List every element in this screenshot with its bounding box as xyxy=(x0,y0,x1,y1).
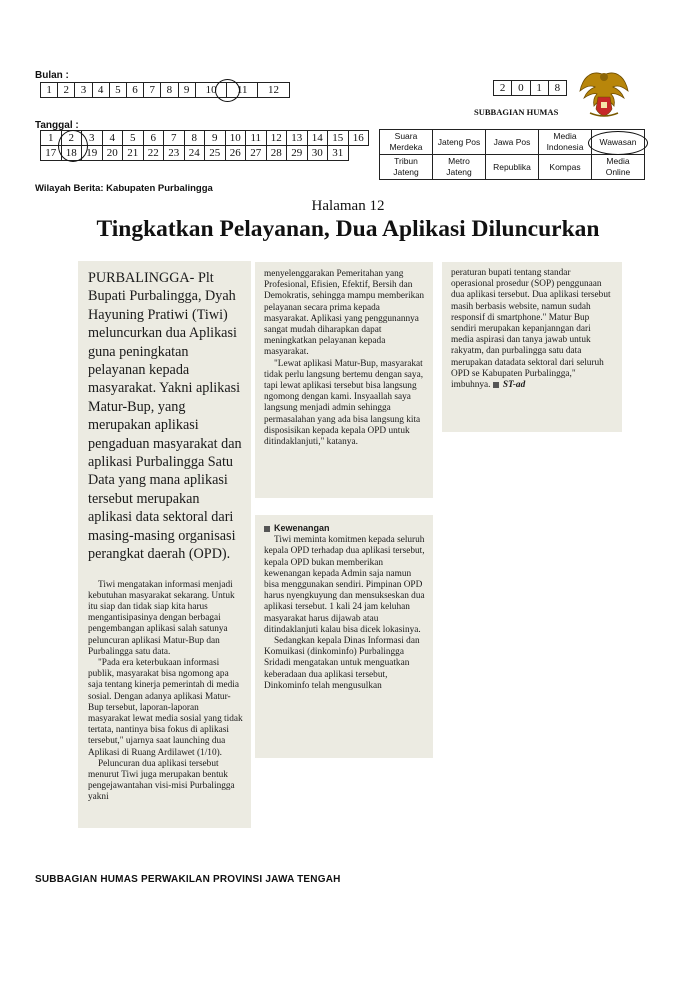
article-paragraph: "Lewat aplikasi Matur-Bup, masyarakat tidak perlu langsung bertemu dengan saya, tapi lewat aplikasi tersebut bisa langsung ngomong dengan kami. Insyaallah saya langsung menjadi admin sehingga permasalahan yang ada bisa langsung kita disposisikan kepada kepala OPD untuk ditindaklanjuti," katanya. xyxy=(264,358,424,448)
date-cell: 20 xyxy=(102,146,123,161)
media-cell: Jawa Pos xyxy=(486,130,539,155)
date-cell: 6 xyxy=(143,131,164,146)
date-cell: 17 xyxy=(41,146,62,161)
date-cell: 10 xyxy=(225,131,246,146)
month-cell: 2 xyxy=(58,83,75,98)
author-sign: ST-ad xyxy=(502,380,526,391)
article-paragraph: Peluncuran dua aplikasi tersebut menurut Tiwi juga merupakan bentuk pengejawantahan visi-misi Purbalingga yakni xyxy=(88,758,235,803)
media-cell: Media Online xyxy=(592,155,645,180)
month-grid xyxy=(40,82,290,98)
date-cell: 27 xyxy=(246,146,267,161)
month-cell: 12 xyxy=(258,83,290,98)
date-cell: 1 xyxy=(41,131,62,146)
media-cell: Republika xyxy=(486,155,539,180)
media-cell: Media Indonesia xyxy=(539,130,592,155)
date-cell: 8 xyxy=(184,131,205,146)
article-paragraph: Sedangkan kepala Dinas Informasi dan Komuikasi (dinkominfo) Purbalingga Sridadi mengatakan untuk menguatkan keberadaan dua aplikasi tersebut, Dinkominfo telah mengusulkan xyxy=(264,636,420,691)
date-cell: 25 xyxy=(205,146,226,161)
article-paragraph: Tiwi meminta komitmen kepada seluruh kepala OPD terhadap dua aplikasi tersebut, kepala OPD bukan memberikan kewenangan kepada Admin saja namun bisa menggunakan sendiri. Pimpinan OPD harus nyengkuyung dan mensukseskan dua aplikasi tersebut. 1 kali 24 jam keluhan masyarakat harus dijawab atau ditindaklanjuti kalau bisa dicek lokasinya. xyxy=(264,535,425,635)
article-paragraph: "Pada era keterbukaan informasi publik, masyarakat bisa ngomong apa saja tentang kinerja pemerintah di media sosial. Dengan adanya aplikasi Matur-Bup tersebut, laporan-laporan masyarakat lewat media sosial yang tidak tertata, nantinya bisa fokus di aplikasi tersebut," ujarnya saat launching dua Aplikasi di Ruang Ardilawet (1/10). xyxy=(88,657,243,758)
date-cell: 7 xyxy=(164,131,185,146)
date-cell: 4 xyxy=(102,131,123,146)
date-cell: 22 xyxy=(143,146,164,161)
media-cell: Suara Merdeka xyxy=(380,130,433,155)
month-cell: 9 xyxy=(178,83,195,98)
year-digit-cell: 1 xyxy=(530,81,548,96)
clipping-column-2 xyxy=(255,262,433,498)
year-digit-cell: 0 xyxy=(512,81,530,96)
date-cell: 5 xyxy=(123,131,144,146)
subheading-square-icon xyxy=(264,526,270,532)
date-cell: 24 xyxy=(184,146,205,161)
garuda-emblem-icon xyxy=(578,69,630,119)
clipping-column-1 xyxy=(78,261,251,828)
end-square-icon xyxy=(493,382,499,388)
month-cell: 1 xyxy=(41,83,58,98)
date-cell: 23 xyxy=(164,146,185,161)
date-cell: 3 xyxy=(82,131,103,146)
headline: Tingkatkan Pelayanan, Dua Aplikasi Diluncurkan xyxy=(96,216,600,242)
date-cell: 18 xyxy=(61,146,82,161)
clipping-column-3 xyxy=(442,262,622,432)
subbagian-label: SUBBAGIAN HUMAS xyxy=(474,107,559,117)
article-paragraph: menyelenggarakan Pemeritahan yang Profesional, Efisien, Efektif, Bersih dan Demokratis, sehingga mampu memberikan pelayanan secara prima kepada masyarakat. Aplikasi yang penggunannya sangat mudah diharapkan dapat meningkatkan pelayanan kepada masyarakat. xyxy=(264,269,425,358)
article-lead: PURBALINGGA- Plt Bupati Purbalingga, Dyah Hayuning Pratiwi (Tiwi) meluncurkan dua Aplikasi guna peningkatan pelayanan kepada masyarakat. Yakni aplikasi Matur-Bup, yang merupakan aplikasi pengaduan masyarakat dan aplikasi Purbalingga Satu Data yang mana aplikasi tersebut merupakan aplikasi data sektoral dari masing-masing organisasi perangkat daerah (OPD). xyxy=(88,270,242,563)
month-cell: 4 xyxy=(92,83,109,98)
month-cell: 5 xyxy=(109,83,126,98)
wilayah-berita: Wilayah Berita: Kabupaten Purbalingga xyxy=(35,183,213,194)
clipping-column-4 xyxy=(255,515,433,758)
year-digit-cell: 2 xyxy=(494,81,512,96)
month-cell: 11 xyxy=(227,83,258,98)
tanggal-label: Tanggal : xyxy=(35,120,79,131)
media-cell: Metro Jateng xyxy=(433,155,486,180)
date-cell: 13 xyxy=(287,131,308,146)
date-cell: 2 xyxy=(61,131,82,146)
month-cell: 6 xyxy=(126,83,143,98)
media-cell: Wawasan xyxy=(592,130,645,155)
date-cell: 31 xyxy=(328,146,349,161)
month-cell: 10 xyxy=(195,83,227,98)
date-cell: 14 xyxy=(307,131,328,146)
article-paragraph: peraturan bupati tentang standar operasional prosedur (SOP) penggunaan dua aplikasi tersebut. Dua aplikasi tersebut masih berbasis website, namun sudah responsif di smartphone." Matur Bup sendiri merupakan kepanjanngan dari media aspirasi dan tanya jawab untuk rakyatm, dan purbalingga satu data merupakan datadata sektoral dari seluruh OPD se Kabupaten Purbalingga," imbuhnya. ST-ad xyxy=(451,268,611,391)
media-table xyxy=(379,129,645,180)
media-cell: Kompas xyxy=(539,155,592,180)
subheading: Kewenangan xyxy=(264,523,425,534)
month-cell: 7 xyxy=(144,83,161,98)
date-cell: 16 xyxy=(348,131,369,146)
footer-label: SUBBAGIAN HUMAS PERWAKILAN PROVINSI JAWA TENGAH xyxy=(35,874,341,885)
year-digit-cell: 8 xyxy=(548,81,566,96)
date-cell: 28 xyxy=(266,146,287,161)
date-cell: 19 xyxy=(82,146,103,161)
date-cell: 26 xyxy=(225,146,246,161)
date-grid xyxy=(40,130,369,161)
month-cell: 3 xyxy=(75,83,92,98)
date-cell: 9 xyxy=(205,131,226,146)
media-cell: Tribun Jateng xyxy=(380,155,433,180)
date-cell: 12 xyxy=(266,131,287,146)
media-cell: Jateng Pos xyxy=(433,130,486,155)
page-number: Halaman 12 xyxy=(311,198,385,214)
date-cell: 30 xyxy=(307,146,328,161)
bulan-label: Bulan : xyxy=(35,70,69,81)
date-cell: 15 xyxy=(328,131,349,146)
year-box xyxy=(493,80,567,96)
date-cell: 21 xyxy=(123,146,144,161)
article-paragraph: Tiwi mengatakan informasi menjadi kebutuhan masyarakat sekarang. Untuk itu siap dan tidak siap kita harus mengantisipasinya dengan berbagai pengembangan aplikasi salah satunya peluncuran aplikasi Matur-Bup dan Purbalingga satu data. xyxy=(88,579,235,657)
date-cell: 29 xyxy=(287,146,308,161)
date-cell: 11 xyxy=(246,131,267,146)
month-cell: 8 xyxy=(161,83,178,98)
